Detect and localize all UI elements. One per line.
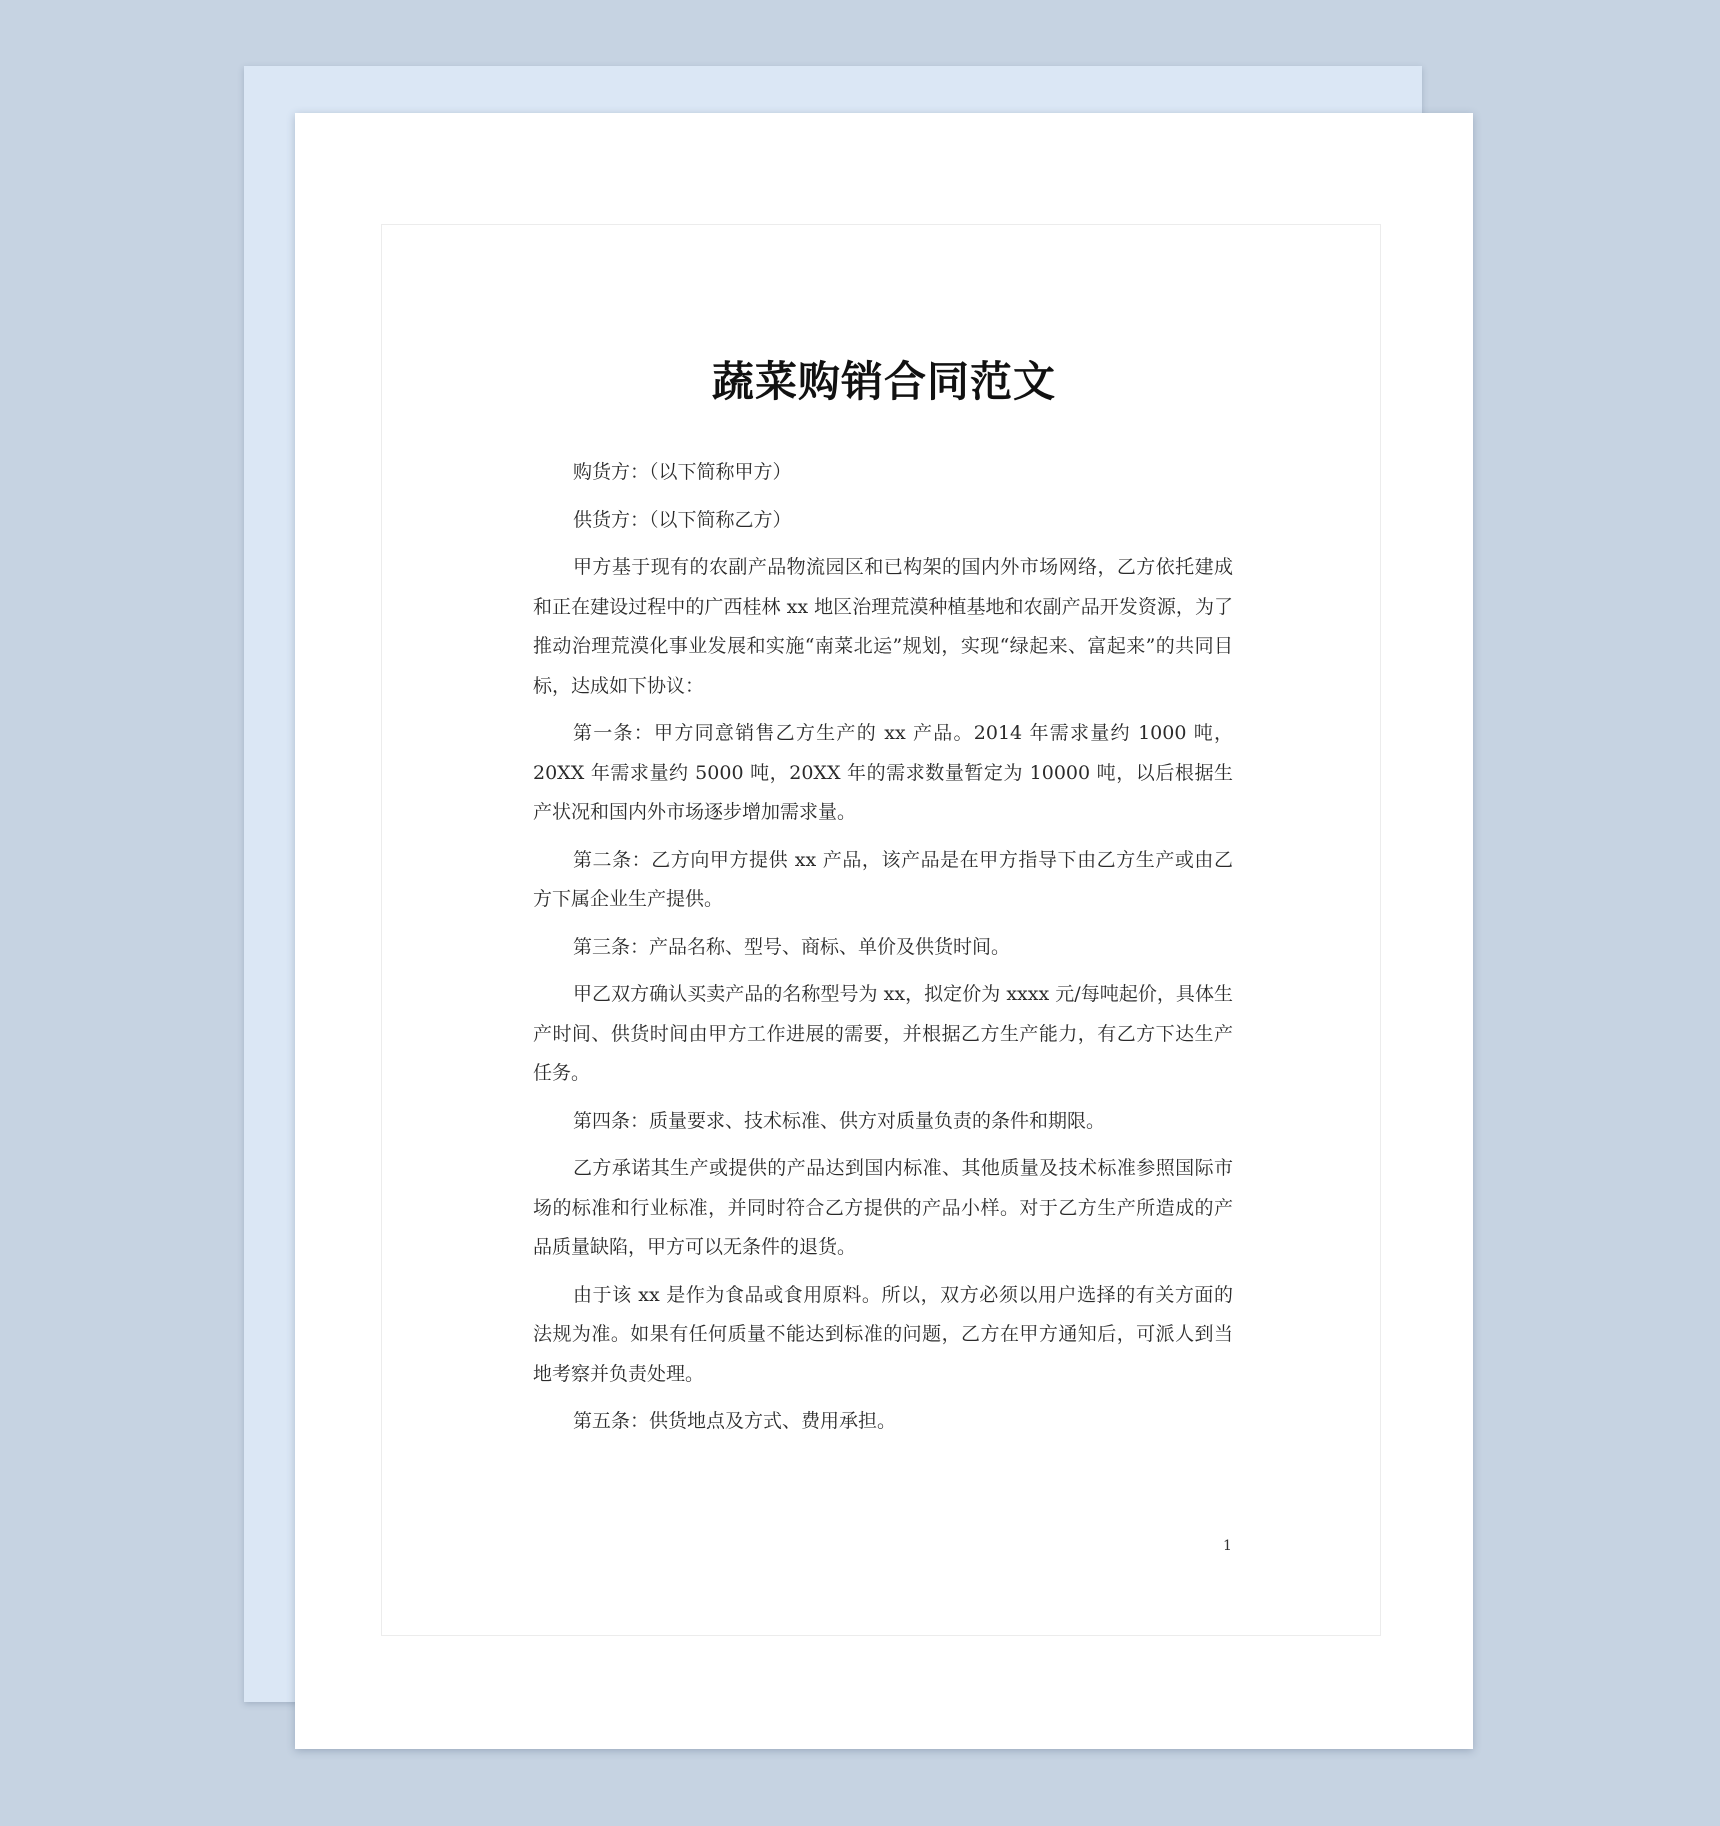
paragraph-article-4-food: 由于该 xx 是作为食品或食用原料。所以，双方必须以用户选择的有关方面的法规为准。如果有任何质量不能达到标准的问题，乙方在甲方通知后，可派人到当地考察并负责处理。: [533, 1283, 1233, 1385]
paragraph-buyer: 购货方：（以下简称甲方）: [573, 461, 792, 483]
paragraph-supplier: 供货方：（以下简称乙方）: [573, 508, 792, 531]
paragraph-article-3-detail: 甲乙双方确认买卖产品的名称型号为 xx，拟定价为 xxxx 元/每吨起价，具体生产时间、供货时间由甲方工作进展的需要，并根据乙方生产能力，有乙方下达生产任务。: [533, 983, 1233, 1084]
page-number: 1: [1223, 1538, 1232, 1554]
paragraph-article-3: 第三条：产品名称、型号、商标、单价及供货时间。: [573, 935, 1011, 958]
document-body: [533, 453, 1233, 1450]
page-title: 蔬菜购销合同范文: [711, 357, 1056, 406]
paragraph-article-4-detail: 乙方承诺其生产或提供的产品达到国内标准、其他质量及技术标准参照国际市场的标准和行业标准，并同时符合乙方提供的产品小样。对于乙方生产所造成的产品质量缺陷，甲方可以无条件的退货。: [533, 1157, 1233, 1258]
paragraph-article-1: 第一条：甲方同意销售乙方生产的 xx 产品。2014 年需求量约 1000 吨，20XX 年需求量约 5000 吨，20XX 年的需求数量暂定为 10000 吨，以后根据生产状况和国内外市场逐步增加需求量。: [533, 722, 1233, 823]
paragraph-article-5: 第五条：供货地点及方式、费用承担。: [573, 1410, 897, 1432]
document-page: [295, 113, 1473, 1749]
paragraph-article-4: 第四条：质量要求、技术标准、供方对质量负责的条件和期限。: [573, 1109, 1106, 1132]
paragraph-article-2: 第二条：乙方向甲方提供 xx 产品，该产品是在甲方指导下由乙方生产或由乙方下属企业生产提供。: [533, 848, 1233, 910]
paragraph-preamble: 甲方基于现有的农副产品物流园区和已构架的国内外市场网络，乙方依托建成和正在建设过程中的广西桂林 xx 地区治理荒漠种植基地和农副产品开发资源，为了推动治理荒漠化事业发展和实施“南菜北运”规划，实现“绿起来、富起来”的共同目标，达成如下协议：: [533, 556, 1233, 697]
